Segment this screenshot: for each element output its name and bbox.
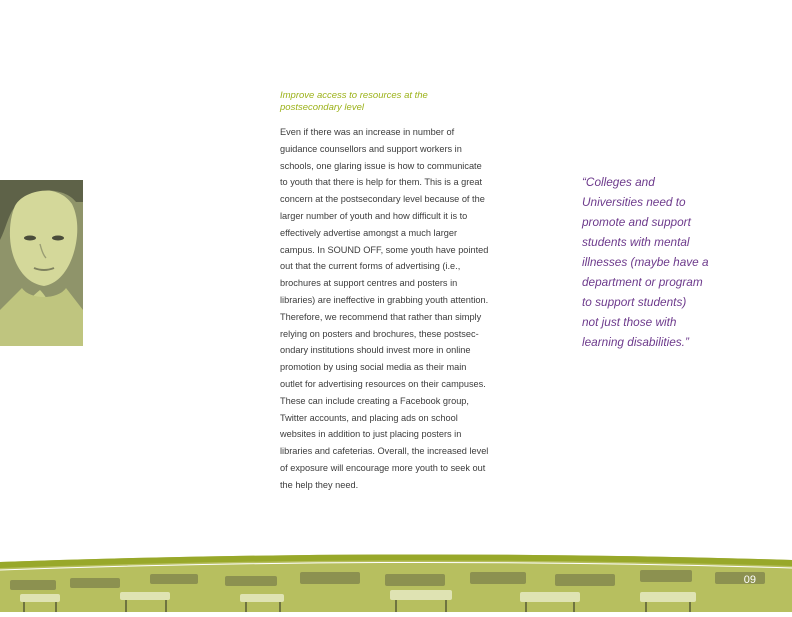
body-line: out that the current forms of advertising (i.e., [280,261,461,272]
quote-line: promote and support [582,215,691,229]
body-paragraph [280,124,520,494]
quote-line: students with mental [582,235,690,249]
body-line: ondary institutions should invest more in online [280,345,471,356]
body-line: schools, one glaring issue is how to communicate [280,160,482,171]
quote-line: not just those with [582,315,677,329]
quote-line: learning disabilities.” [582,335,689,349]
portrait-photo [0,180,83,346]
body-line: brochures at support centres and posters in [280,278,458,289]
body-line: outlet for advertising resources on their campuses. [280,378,486,389]
body-line: to youth that there is help for them. This is a great [280,177,483,188]
body-line: effectively advertise amongst a much larger [280,227,458,238]
page-number: 09 [743,574,756,586]
quote-line: illnesses (maybe have a [582,255,709,269]
classroom-desks-illustration [0,548,792,612]
body-line: campus. In SOUND OFF, some youth have pointed [280,244,489,255]
quote-line: to support students) [582,295,687,309]
body-line: relying on posters and brochures, these postsec- [280,328,479,339]
body-line: Even if there was an increase in number of [280,127,455,137]
body-line: These can include creating a Facebook group, [280,395,469,406]
body-line: Twitter accounts, and placing ads on school [280,412,458,423]
portrait-illustration [0,180,83,346]
body-line: promotion by using social media as their main [280,362,467,373]
footer-banner [0,548,792,612]
body-line: guidance counsellors and support workers in [280,143,462,154]
body-line: of exposure will encourage more youth to seek out [280,462,486,473]
section-subheading [280,90,480,114]
pull-quote [582,172,732,352]
subheading-line: Improve access to resources at the [280,90,428,101]
quote-line: department or program [582,275,703,289]
body-line: larger number of youth and how difficult it is to [280,210,468,221]
quote-line: Universities need to [582,195,686,209]
quote-line: “Colleges and [582,175,655,189]
body-line: the help they need. [280,479,359,490]
body-line: libraries) are ineffective in grabbing youth attention. [280,294,489,305]
body-line: concern at the postsecondary level because of the [280,194,485,205]
subheading-line: postsecondary level [280,102,364,113]
body-line: websites in addition to just placing posters in [280,429,462,440]
body-line: libraries and cafeterias. Overall, the increased level [280,446,489,457]
body-line: Therefore, we recommend that rather than simply [280,311,482,322]
